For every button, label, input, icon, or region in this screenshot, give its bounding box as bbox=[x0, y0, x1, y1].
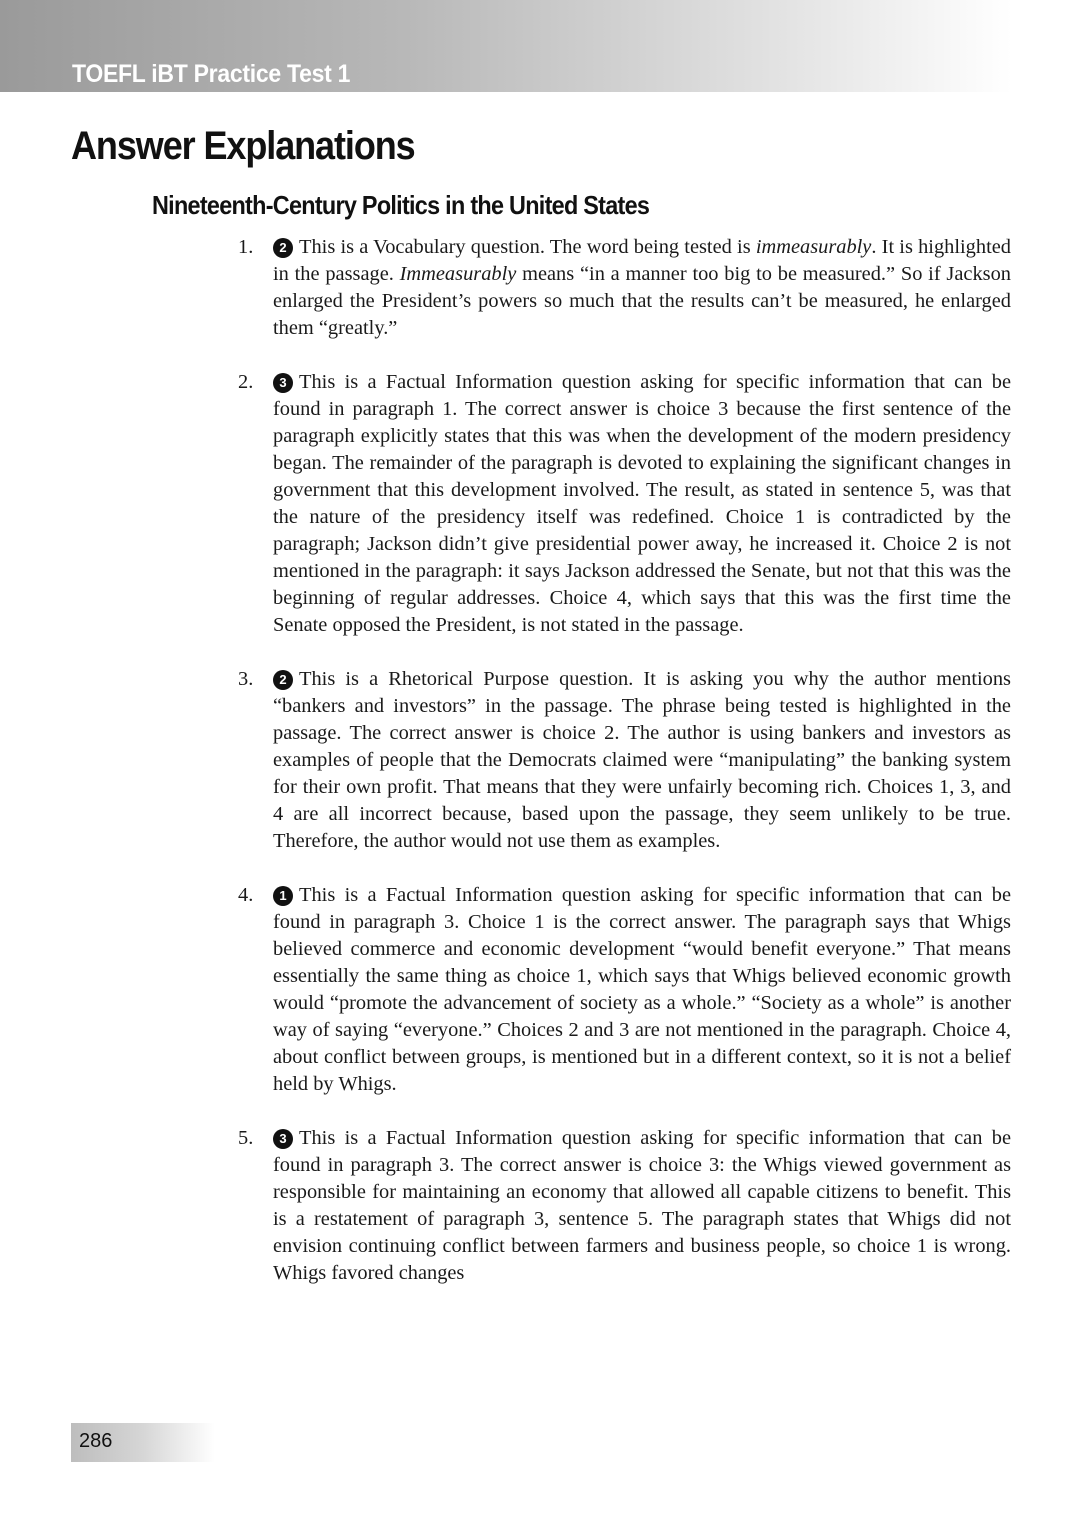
answer-item bbox=[238, 882, 1011, 1098]
explanation-text: . It is highlighted in the passage. bbox=[273, 236, 1011, 285]
correct-choice-badge: 3 bbox=[273, 373, 293, 393]
answer-list bbox=[238, 234, 1011, 1314]
answer-item bbox=[238, 234, 1011, 342]
explanation-text: This is a Factual Information question asking for specific information that can be found in paragraph 3. Choice 1 is the correct answer. The paragraph says that Whigs believed commerce and economic development “would benefit everyone.” That means essentially the same thing as choice 1, which says that Whigs believed economic growth would “promote the advancement of society as a whole.” “Society as a whole” is another way of saying “everyone.” Choices 2 and 3 are not mentioned in the paragraph. Choice 4, about conflict between groups, is mentioned but in a different context, so it is not a belief held by Whigs. bbox=[273, 884, 1011, 1095]
answer-item bbox=[238, 1125, 1011, 1287]
answer-number: 3. bbox=[238, 668, 254, 690]
page-number: 286 bbox=[79, 1430, 113, 1452]
header-bar bbox=[0, 0, 1012, 92]
page-number-box bbox=[71, 1423, 215, 1462]
correct-choice-badge: 1 bbox=[273, 886, 293, 906]
answer-item bbox=[238, 666, 1011, 855]
answer-number: 5. bbox=[238, 1127, 254, 1149]
answer-number: 1. bbox=[238, 236, 254, 258]
explanation-text: means “in a manner too big to be measured.” So if Jackson enlarged the President’s powers so much that the results can’t be measured, he enlarged them “greatly.” bbox=[273, 263, 1011, 339]
explanation-text: This is a Factual Information question asking for specific information that can be found in paragraph 3. The correct answer is choice 3: the Whigs viewed government as responsible for maintaining an economy that allowed all capable citizens to benefit. This is a restatement of paragraph 3, sentence 5. The paragraph states that Whigs did not envision continuing conflict between farmers and business people, so choice 1 is wrong. Whigs favored changes bbox=[273, 1127, 1011, 1284]
explanation-text: This is a Factual Information question asking for specific information that can be found in paragraph 1. The correct answer is choice 3 because the first sentence of the paragraph explicitly states that this was when the development of the modern presidency began. The remainder of the paragraph is devoted to explaining the significant changes in government that this development involved. The result, as stated in sentence 5, was that the nature of the presidency itself was redefined. Choice 1 is contradicted by the paragraph; Jackson didn’t give presidential power away, he increased it. Choice 2 is not mentioned in the paragraph: it says Jackson addressed the Senate, but not that this was the beginning of regular addresses. Choice 4, which says that this was the first time the Senate opposed the President, is not stated in the passage. bbox=[273, 371, 1011, 636]
section-title: Nineteenth-Century Politics in the United States bbox=[152, 190, 650, 220]
answer-number: 4. bbox=[238, 884, 254, 906]
running-header-title: TOEFL iBT Practice Test 1 bbox=[72, 60, 351, 88]
explanation-text: This is a Rhetorical Purpose question. It is asking you why the author mentions “bankers and investors” in the passage. The phrase being tested is highlighted in the passage. The correct answer is choice 2. The author is using bankers and investors as examples of people that the Democrats claimed were “manipulating” the banking system for their own profit. That means that they were unfairly becoming rich. Choices 1, 3, and 4 are all incorrect because, based upon the passage, they seem unlikely to be true. Therefore, the author would not use them as examples. bbox=[273, 668, 1011, 852]
correct-choice-badge: 2 bbox=[273, 670, 293, 690]
italic-term: immeasurably bbox=[755, 236, 872, 258]
correct-choice-badge: 3 bbox=[273, 1129, 293, 1149]
page-title: Answer Explanations bbox=[71, 124, 415, 168]
answer-number: 2. bbox=[238, 371, 254, 393]
explanation-text: This is a Vocabulary question. The word being tested is bbox=[299, 236, 756, 258]
italic-term: Immeasurably bbox=[399, 263, 517, 285]
answer-item bbox=[238, 369, 1011, 639]
correct-choice-badge: 2 bbox=[273, 238, 293, 258]
